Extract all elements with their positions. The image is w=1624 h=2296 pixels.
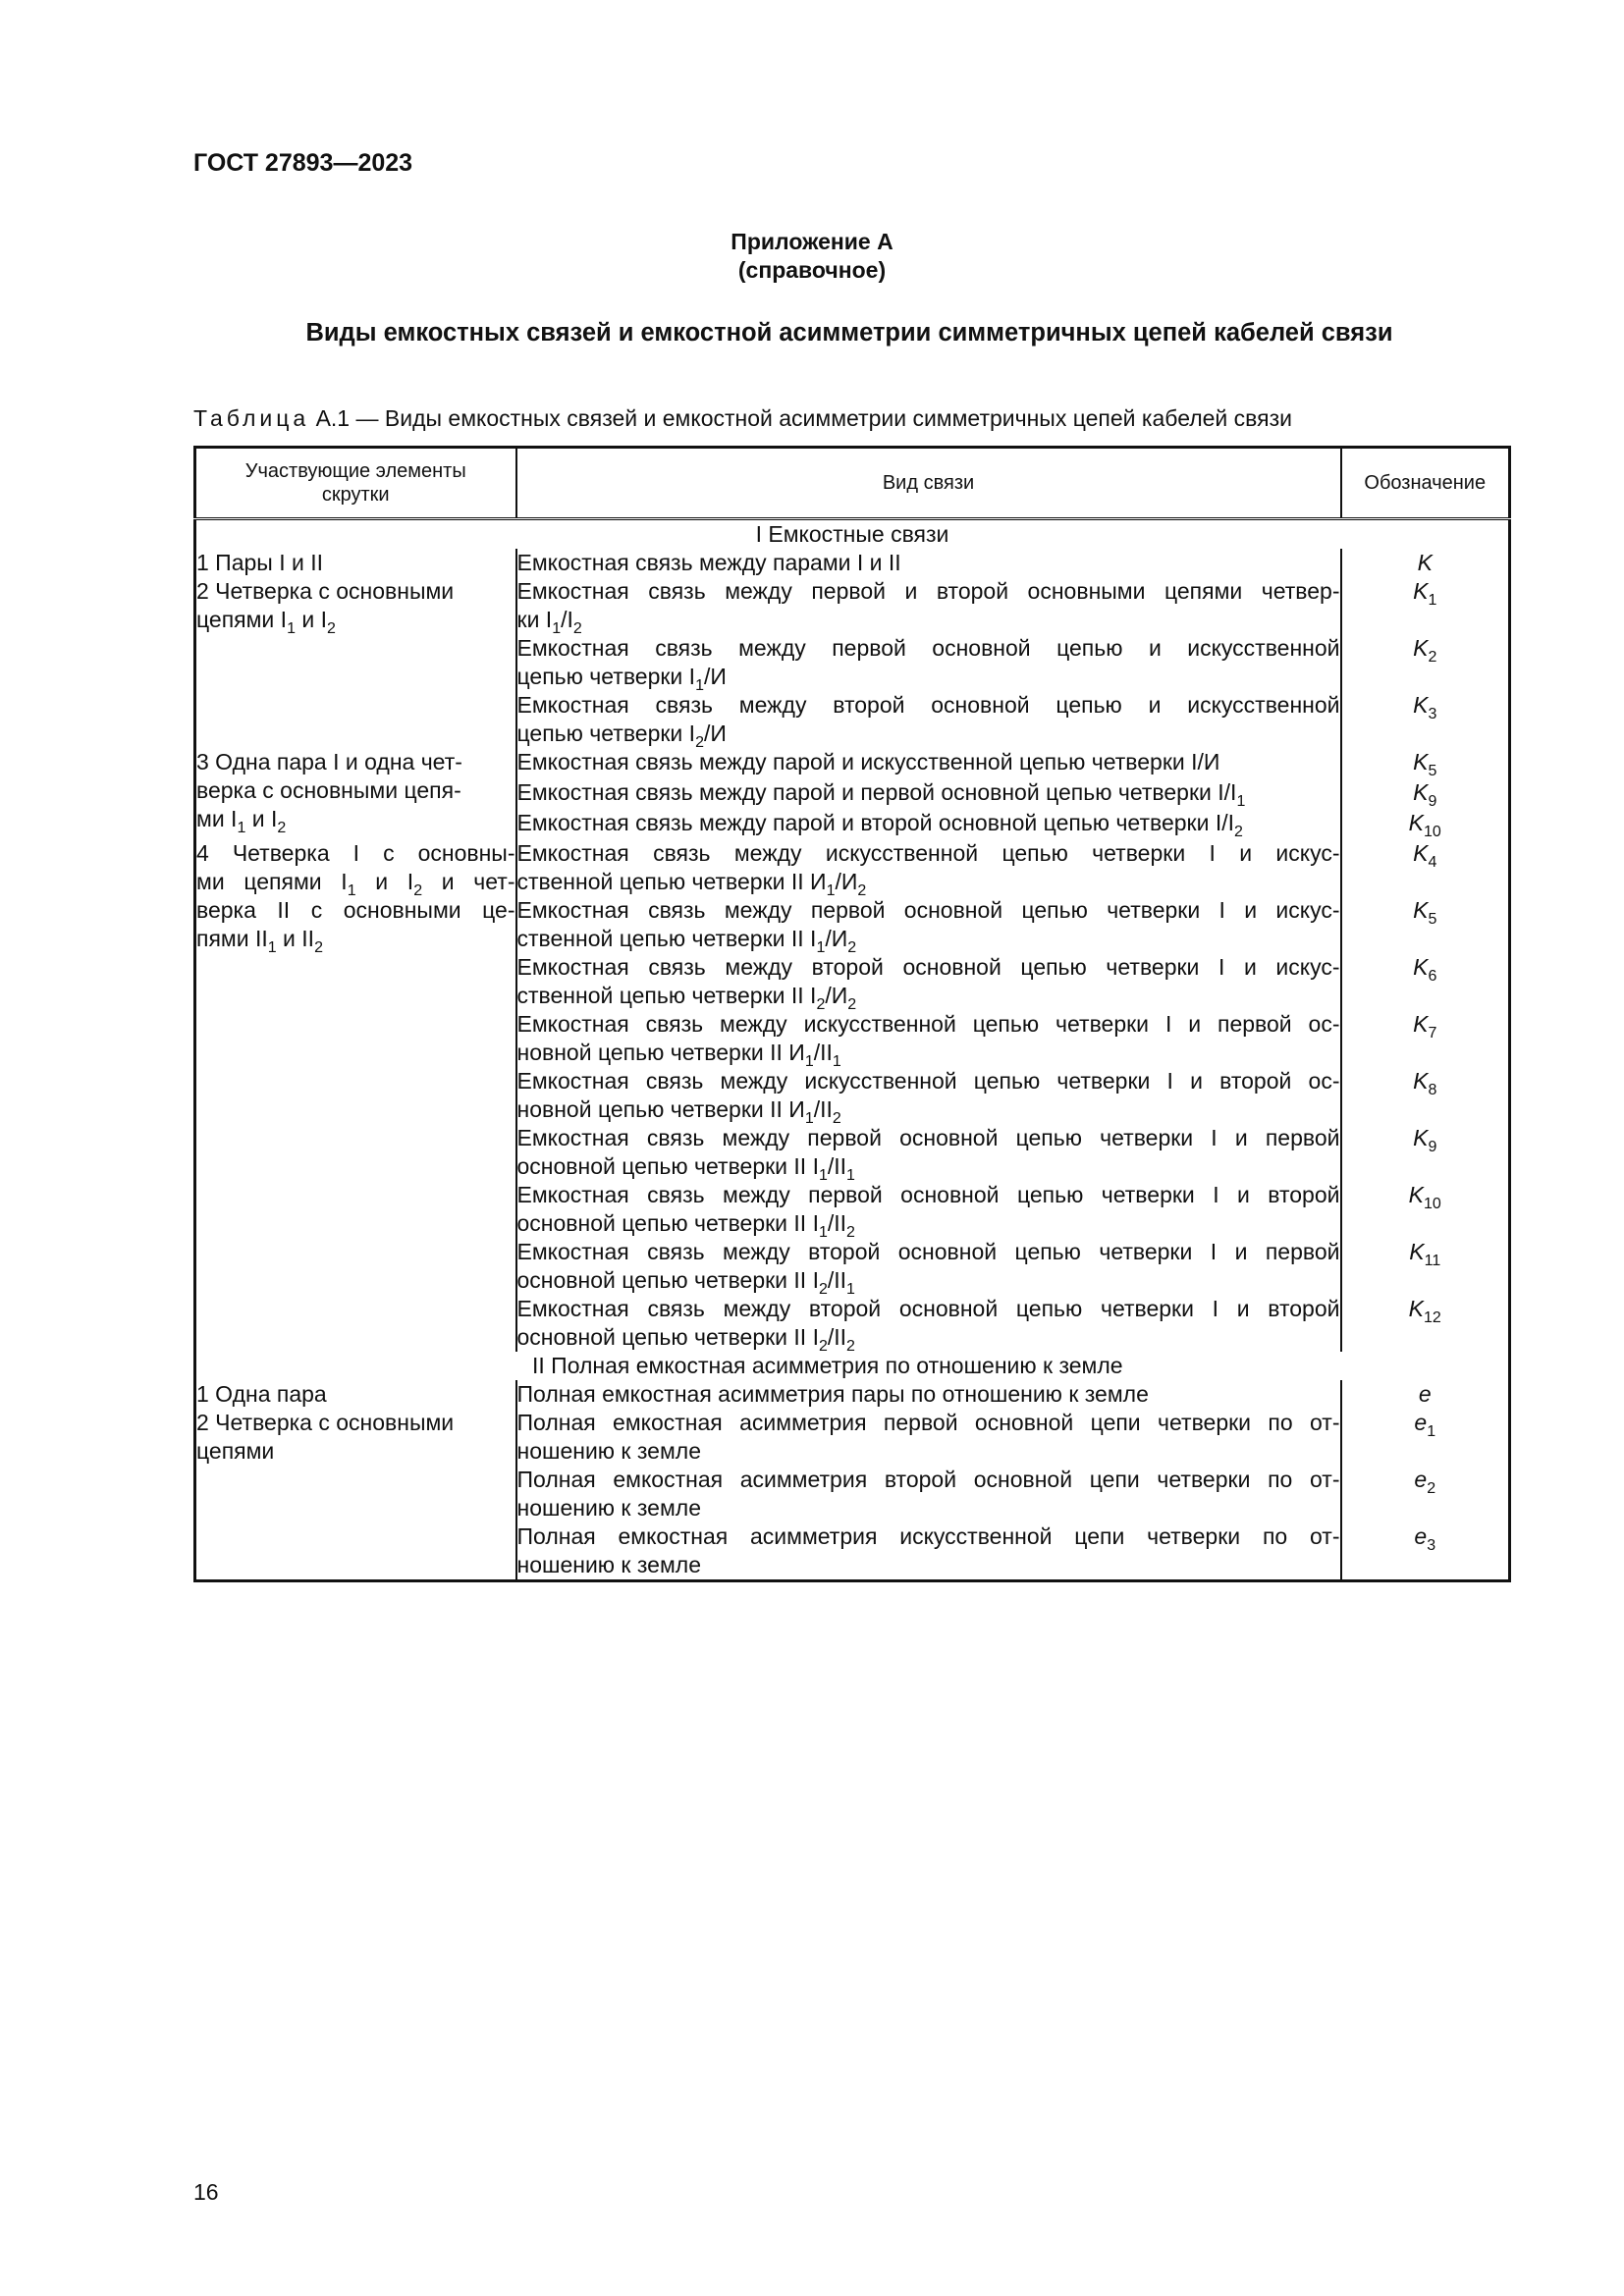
coupling-table xyxy=(193,446,1511,1582)
subscript: 2 xyxy=(1427,1480,1436,1497)
text-line: новной цепью четверки II И xyxy=(516,1096,805,1122)
elements-line: ми I xyxy=(196,806,238,831)
text-line: цепью четверки I xyxy=(516,664,696,689)
symbol: K xyxy=(1408,1296,1425,1321)
subscript: 9 xyxy=(1428,1139,1437,1155)
designation-cell xyxy=(1341,839,1510,896)
symbol: K xyxy=(1413,1011,1429,1037)
subscript: 2 xyxy=(314,939,323,956)
text-line: /И xyxy=(703,664,727,689)
coupling-type-cell xyxy=(516,634,1341,694)
subscript: 1 xyxy=(287,620,296,637)
elements-line: и I xyxy=(295,607,327,632)
text-line: Емкостная связь между второй основной цепью четверки I и первой xyxy=(516,1239,1340,1264)
header-elements xyxy=(195,448,516,519)
coupling-type-cell xyxy=(516,577,1341,637)
designation-cell xyxy=(1341,1181,1510,1238)
table-row xyxy=(195,748,1510,778)
text-line: Емкостная связь между искусственной цепью четверки I и второй ос- xyxy=(516,1068,1340,1094)
symbol: K xyxy=(1413,749,1429,774)
subscript: 2 xyxy=(847,939,857,956)
header-elements-line2: скрутки xyxy=(321,484,390,506)
symbol: K xyxy=(1408,810,1425,835)
subscript: 1 xyxy=(347,882,356,899)
symbol: K xyxy=(1413,779,1429,805)
subscript: 1 xyxy=(1427,1423,1436,1440)
elements-line: и I xyxy=(245,806,278,831)
subscript: 2 xyxy=(847,996,857,1013)
coupling-type-cell xyxy=(516,809,1341,839)
subscript: 1 xyxy=(552,620,562,637)
coupling-type-cell: Емкостная связь между парами I и II xyxy=(516,549,1341,577)
text-line: /И xyxy=(825,926,848,951)
text-line: Емкостная связь между первой основной цепью и искусственной xyxy=(516,635,1340,661)
text-line: Полная емкостная асимметрия первой основной цепи четверки по от- xyxy=(516,1410,1340,1435)
subscript: 2 xyxy=(857,882,867,899)
text-line: /I xyxy=(561,607,573,632)
section-row xyxy=(195,1352,1510,1380)
subscript: 6 xyxy=(1428,968,1437,985)
text-line: Полная емкостная асимметрия второй основной цепи четверки по от- xyxy=(516,1467,1340,1492)
text-line: ственной цепью четверки II I xyxy=(516,983,817,1008)
elements-line: цепями xyxy=(196,1438,275,1464)
subscript: 1 xyxy=(1428,592,1437,609)
elements-cell xyxy=(195,577,516,748)
caption-number: А.1 — xyxy=(315,405,379,431)
symbol: e xyxy=(1414,1410,1428,1435)
elements-line: цепями I xyxy=(196,607,288,632)
document-title: Виды емкостных связей и емкостной асимметрии симметричных цепей кабелей связи xyxy=(305,319,1393,347)
table-row xyxy=(195,577,1510,634)
designation-cell xyxy=(1341,1295,1510,1352)
symbol: K xyxy=(1413,578,1429,604)
coupling-type-cell xyxy=(516,1409,1341,1466)
designation-cell xyxy=(1341,1522,1510,1581)
designation-cell xyxy=(1341,1466,1510,1522)
text-line: /И xyxy=(825,983,848,1008)
coupling-type-cell xyxy=(516,1181,1341,1241)
subscript: 1 xyxy=(832,1053,841,1070)
text-line: Емкостная связь между второй основной цепью и искусственной xyxy=(516,692,1340,718)
subscript: 8 xyxy=(1428,1082,1437,1098)
symbol: K xyxy=(1413,1068,1429,1094)
elements-line: верка II с основными це- xyxy=(196,897,515,923)
appendix-title: Приложение А xyxy=(731,229,893,254)
subscript: 2 xyxy=(695,734,704,751)
text-line: /II xyxy=(813,1040,833,1065)
designation-cell xyxy=(1341,1380,1510,1409)
caption-label: Таблица xyxy=(193,405,310,431)
designation-cell xyxy=(1341,809,1510,839)
text-line: основной цепью четверки II I xyxy=(516,1210,819,1236)
text-line: Емкостная связь между парой и второй основной цепью четверки I/I xyxy=(516,810,1234,835)
table-caption xyxy=(193,405,1292,432)
text-line: /II xyxy=(813,1096,833,1122)
coupling-type-cell xyxy=(516,1522,1341,1581)
table-header-row xyxy=(195,448,1510,519)
designation-cell xyxy=(1341,1067,1510,1124)
text-line: /И xyxy=(703,721,727,746)
section-title: I Емкостные связи xyxy=(755,521,949,547)
coupling-type-cell xyxy=(516,1124,1341,1184)
subscript: 2 xyxy=(572,620,582,637)
coupling-type-cell xyxy=(516,839,1341,899)
subscript: 1 xyxy=(1236,793,1246,810)
text-line: ношению к земле xyxy=(516,1495,701,1521)
subscript: 1 xyxy=(818,1167,828,1184)
designation-cell xyxy=(1341,634,1510,691)
designation-cell xyxy=(1341,896,1510,953)
subscript: 2 xyxy=(816,996,826,1013)
symbol: K xyxy=(1417,550,1433,575)
text-line: /II xyxy=(827,1267,847,1293)
table-row xyxy=(195,1409,1510,1466)
text-line: Емкостная связь между первой и второй основными цепями четвер- xyxy=(516,578,1340,604)
header-elements-line1: Участвующие элементы xyxy=(244,460,466,482)
appendix-heading xyxy=(0,228,1624,285)
subscript: 1 xyxy=(267,939,277,956)
table-row xyxy=(195,1380,1510,1409)
text-line: ки I xyxy=(516,607,553,632)
subscript: 2 xyxy=(327,620,336,637)
coupling-type-cell xyxy=(516,953,1341,1013)
elements-line: и II xyxy=(276,926,315,951)
text-line: Емкостная связь между первой основной цепью четверки I и искус- xyxy=(516,897,1340,923)
subscript: 3 xyxy=(1428,706,1437,722)
subscript: 12 xyxy=(1424,1309,1441,1326)
coupling-type-cell xyxy=(516,778,1341,809)
subscript: 1 xyxy=(804,1110,814,1127)
text-line: Емкостная связь между первой основной цепью четверки I и первой xyxy=(516,1125,1340,1150)
designation-cell xyxy=(1341,778,1510,809)
subscript: 2 xyxy=(846,1224,855,1241)
page-number: 16 xyxy=(193,2179,219,2205)
symbol: e xyxy=(1418,1381,1432,1407)
designation-cell xyxy=(1341,1124,1510,1181)
symbol: K xyxy=(1413,1125,1429,1150)
text-line: основной цепью четверки II I xyxy=(516,1267,819,1293)
designation-cell xyxy=(1341,1010,1510,1067)
subscript: 5 xyxy=(1428,911,1437,928)
coupling-type-cell xyxy=(516,1238,1341,1298)
text-line: Емкостная связь между парой и первой основной цепью четверки I/I xyxy=(516,779,1237,805)
subscript: 11 xyxy=(1424,1253,1441,1269)
subscript: 3 xyxy=(1427,1537,1436,1554)
symbol: K xyxy=(1409,1239,1425,1264)
table-row xyxy=(195,839,1510,896)
caption-text: Виды емкостных связей и емкостной асимметрии симметричных цепей кабелей связи xyxy=(384,405,1292,431)
designation-cell xyxy=(1341,1238,1510,1295)
subscript: 2 xyxy=(1428,649,1437,666)
text-line: ственной цепью четверки II I xyxy=(516,926,817,951)
elements-line: 2 Четверка с основными xyxy=(196,578,455,604)
text-line: /II xyxy=(827,1210,847,1236)
subscript: 1 xyxy=(846,1281,855,1298)
symbol: K xyxy=(1413,635,1429,661)
text-line: новной цепью четверки II И xyxy=(516,1040,805,1065)
text-line: Полная емкостная асимметрия искусственной цепи четверки по от- xyxy=(516,1523,1340,1549)
text-line: цепью четверки I xyxy=(516,721,696,746)
subscript: 10 xyxy=(1424,824,1441,840)
elements-cell xyxy=(195,748,516,839)
coupling-type-cell: Емкостная связь между парой и искусственной цепью четверки I/И xyxy=(516,748,1341,778)
elements-cell: 1 Одна пара xyxy=(195,1380,516,1409)
text-line: /II xyxy=(827,1153,847,1179)
subscript: 1 xyxy=(818,1224,828,1241)
coupling-type-cell xyxy=(516,1295,1341,1355)
coupling-type-cell xyxy=(516,896,1341,956)
elements-cell xyxy=(195,1409,516,1581)
symbol: K xyxy=(1413,897,1429,923)
text-line: Емкостная связь между второй основной цепью четверки I и второй xyxy=(516,1296,1340,1321)
subscript: 1 xyxy=(826,882,836,899)
text-line: ношению к земле xyxy=(516,1438,701,1464)
designation-cell xyxy=(1341,577,1510,634)
subscript: 2 xyxy=(413,882,423,899)
subscript: 1 xyxy=(804,1053,814,1070)
subscript: 9 xyxy=(1428,793,1437,810)
subscript: 1 xyxy=(237,820,246,836)
subscript: 2 xyxy=(277,820,287,836)
header-type: Вид связи xyxy=(516,448,1341,519)
table-row xyxy=(195,549,1510,577)
elements-line: верка с основными цепя- xyxy=(196,777,461,803)
elements-line: и I xyxy=(355,869,414,894)
coupling-type-cell: Полная емкостная асимметрия пары по отношению к земле xyxy=(516,1380,1341,1409)
elements-line: 4 Четверка I с основны- xyxy=(196,840,515,866)
designation-cell xyxy=(1341,691,1510,748)
elements-cell: 1 Пары I и II xyxy=(195,549,516,577)
elements-line: ми цепями I xyxy=(196,869,348,894)
text-line: основной цепью четверки II I xyxy=(516,1153,819,1179)
elements-line: 2 Четверка с основными xyxy=(196,1410,455,1435)
subscript: 2 xyxy=(832,1110,841,1127)
standard-number: ГОСТ 27893—2023 xyxy=(193,149,413,177)
subscript: 5 xyxy=(1428,763,1437,779)
symbol: K xyxy=(1413,840,1429,866)
text-line: /II xyxy=(827,1324,847,1350)
subscript: 2 xyxy=(846,1338,855,1355)
symbol: K xyxy=(1413,954,1429,980)
coupling-type-cell xyxy=(516,1466,1341,1522)
text-line: /И xyxy=(835,869,858,894)
subscript: 2 xyxy=(818,1281,828,1298)
designation-cell xyxy=(1341,1409,1510,1466)
symbol: e xyxy=(1414,1523,1428,1549)
text-line: основной цепью четверки II I xyxy=(516,1324,819,1350)
text-line: Емкостная связь между первой основной цепью четверки I и второй xyxy=(516,1182,1340,1207)
coupling-type-cell xyxy=(516,1010,1341,1070)
elements-line: и чет- xyxy=(422,869,515,894)
subscript: 10 xyxy=(1424,1196,1441,1212)
appendix-subtitle: (справочное) xyxy=(737,257,887,283)
designation-cell xyxy=(1341,748,1510,778)
coupling-type-cell xyxy=(516,1067,1341,1127)
designation-cell xyxy=(1341,953,1510,1010)
section-title: II Полная емкостная асимметрия по отношению к земле xyxy=(532,1353,1123,1378)
subscript: 4 xyxy=(1428,854,1437,871)
coupling-type-cell xyxy=(516,691,1341,751)
subscript: 2 xyxy=(1234,824,1243,840)
text-line: ношению к земле xyxy=(516,1552,701,1577)
designation-cell xyxy=(1341,549,1510,577)
text-line: Емкостная связь между искусственной цепью четверки I и искус- xyxy=(516,840,1340,866)
subscript: 2 xyxy=(818,1338,828,1355)
section-row xyxy=(195,519,1510,550)
text-line: Емкостная связь между второй основной цепью четверки I и искус- xyxy=(516,954,1340,980)
symbol: K xyxy=(1408,1182,1425,1207)
subscript: 1 xyxy=(695,677,704,694)
subscript: 7 xyxy=(1428,1025,1437,1041)
elements-cell xyxy=(195,839,516,1352)
symbol: K xyxy=(1413,692,1429,718)
subscript: 1 xyxy=(846,1167,855,1184)
subscript: 1 xyxy=(816,939,826,956)
text-line: ственной цепью четверки II И xyxy=(516,869,827,894)
elements-line: 3 Одна пара I и одна чет- xyxy=(196,749,462,774)
elements-line: пями II xyxy=(196,926,268,951)
header-designation: Обозначение xyxy=(1341,448,1510,519)
symbol: e xyxy=(1414,1467,1428,1492)
text-line: Емкостная связь между искусственной цепью четверки I и первой ос- xyxy=(516,1011,1340,1037)
